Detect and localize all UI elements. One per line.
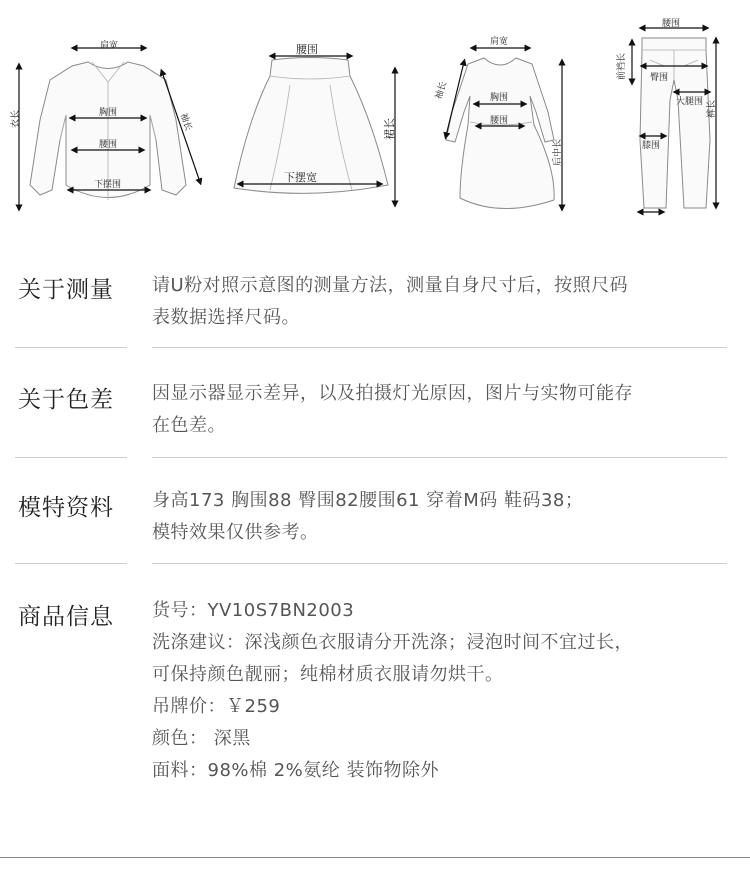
section-title: 关于测量 [18,277,114,303]
dress-sleeve-label: 袖长 [434,80,450,101]
pants-hip-label: 臀围 [650,73,669,83]
section-line: 模特效果仅供参考。 [152,522,319,543]
shirt-waist-label: 腰围 [99,140,118,150]
section-title: 模特资料 [18,495,114,521]
shirt-length-label: 衣长 [11,109,21,128]
divider [152,457,727,458]
section-line: 身高173 胸围88 臀围82腰围61 穿着M码 鞋码38； [152,490,584,511]
divider [15,563,127,564]
pants-thigh-label: 大腿围 [676,97,704,107]
dress-shoulder-label: 肩宽 [490,37,509,47]
skirt-diagram [234,43,396,204]
skirt-hem-label: 下摆宽 [284,171,317,184]
divider [152,563,727,564]
measurement-diagram-svg [0,0,750,230]
divider [152,347,727,348]
section-line: 因显示器显示差异，以及拍摄灯光原因，图片与实物可能存 [152,383,633,404]
divider [15,347,127,348]
section-line: 在色差。 [152,415,226,436]
measurement-diagrams [0,0,750,230]
shirt-hem-label: 下摆围 [94,180,122,190]
divider [15,457,127,458]
section-body [152,485,737,549]
dress-chest-label: 胸围 [490,93,509,103]
shirt-chest-label: 胸围 [99,108,118,118]
bottom-divider [0,857,750,858]
section-body [152,595,737,787]
skirt-length-label: 裙长 [383,118,396,140]
shirt-shoulder-label: 肩宽 [100,41,119,51]
pants-waist-label: 腰围 [662,19,681,29]
section-line: 表数据选择尺码。 [152,307,300,328]
shirt-sleeve-label: 袖长 [177,112,193,133]
product-price: 吊牌价：￥259 [152,696,281,717]
section-title: 关于色差 [18,387,114,413]
pants-length-label: 裤长 [707,99,717,118]
section-body [152,270,737,334]
pants-diagram [615,18,717,212]
dress-diagram [432,35,563,209]
product-wash-advice-cont: 可保持颜色靓丽；纯棉材质衣服请勿烘干。 [152,664,504,685]
dress-length-label: 后中长 [553,138,563,166]
product-sku: 货号：YV10S7BN2003 [152,600,355,621]
product-wash-advice: 洗涤建议：深浅颜色衣服请分开洗涤；浸泡时间不宜过长， [152,632,633,653]
section-line: 请U粉对照示意图的测量方法，测量自身尺寸后，按照尺码 [152,275,629,296]
shirt-diagram [9,39,200,208]
pants-rise-label: 前裆长 [617,52,627,80]
pants-knee-label: 膝围 [642,141,661,151]
section-title: 商品信息 [18,604,114,630]
section-body [152,378,737,442]
product-color: 颜色： 深黑 [152,728,251,749]
product-fabric: 面料：98%棉 2%氨纶 装饰物除外 [152,760,440,781]
skirt-waist-label: 腰围 [296,43,318,56]
dress-waist-label: 腰围 [490,116,509,126]
